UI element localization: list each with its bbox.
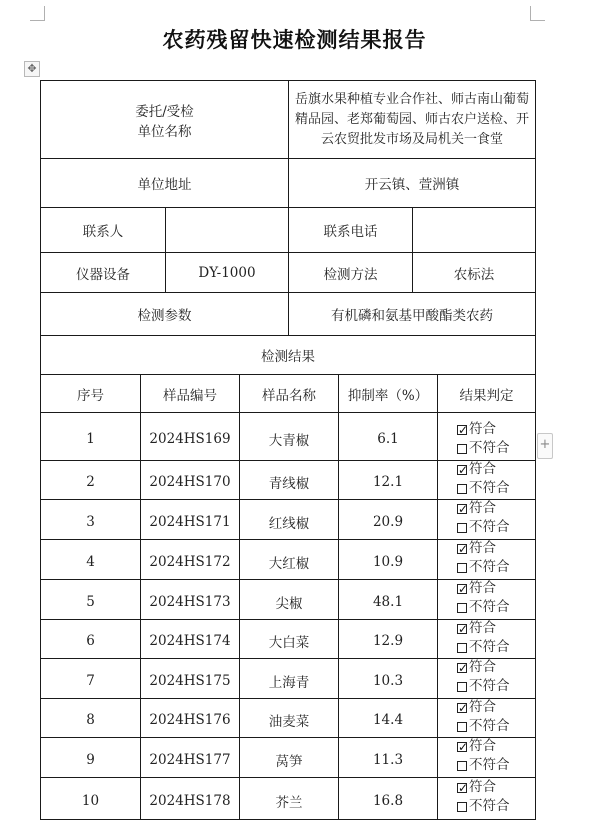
row-no: 1 [86, 430, 95, 447]
option-pass [457, 460, 510, 479]
row-sample-name: 上海青 [268, 674, 310, 691]
option-fail [457, 677, 510, 696]
row-sample-id: 2024HS171 [149, 513, 231, 530]
phone-label: 联系电话 [323, 224, 378, 240]
empty-checkbox-icon[interactable] [457, 802, 467, 812]
empty-checkbox-icon[interactable] [457, 484, 467, 494]
checked-box-icon[interactable] [457, 742, 467, 752]
pass-label: 符合 [469, 779, 496, 795]
row-sample-name: 青线椒 [268, 476, 310, 492]
pass-label: 符合 [469, 461, 496, 477]
contact-label: 联系人 [82, 224, 124, 240]
client-name-label: 委托/受检 单位名称 [135, 103, 194, 140]
checked-box-icon[interactable] [457, 783, 467, 793]
col-header-name: 样品名称 [262, 387, 316, 404]
results-header: 检测结果 [261, 349, 315, 365]
row-no: 7 [86, 672, 95, 689]
pass-label: 符合 [469, 500, 496, 516]
result-judgement [457, 778, 510, 816]
empty-checkbox-icon[interactable] [457, 643, 467, 653]
option-pass [457, 579, 510, 598]
table-move-handle-icon[interactable]: ✥ [24, 61, 40, 77]
option-pass [457, 658, 510, 677]
pass-label: 符合 [469, 738, 496, 754]
row-no: 4 [86, 553, 95, 570]
row-sample-name: 红线椒 [268, 515, 310, 532]
method-value: 农标法 [453, 266, 495, 283]
option-fail [457, 558, 510, 577]
row-sample-name: 大红椒 [268, 555, 310, 572]
result-judgement [457, 420, 510, 458]
row-no: 8 [86, 712, 95, 728]
row-sample-name: 莴笋 [275, 753, 303, 770]
fail-label: 不符合 [469, 639, 510, 655]
phone-value [413, 208, 535, 252]
col-header-sample-id: 样品编号 [163, 387, 217, 404]
checked-box-icon[interactable] [457, 544, 467, 554]
option-fail [457, 598, 510, 617]
checked-box-icon[interactable] [457, 465, 467, 475]
empty-checkbox-icon[interactable] [457, 444, 467, 454]
option-fail [457, 479, 510, 498]
report-title: 农药残留快速检测结果报告 [162, 28, 427, 52]
row-sample-id: 2024HS177 [149, 751, 231, 768]
row-inhibition-rate: 12.1 [372, 474, 404, 490]
row-sample-id: 2024HS172 [149, 553, 231, 570]
option-pass [457, 499, 510, 518]
pass-label: 符合 [469, 540, 496, 556]
pass-label: 符合 [469, 580, 496, 596]
checked-box-icon[interactable] [457, 624, 467, 634]
page-corner-mark-right [530, 6, 545, 21]
page-corner-mark-left [30, 6, 45, 21]
row-sample-id: 2024HS170 [149, 474, 231, 490]
option-fail [457, 797, 510, 816]
fail-label: 不符合 [469, 440, 510, 456]
pass-label: 符合 [469, 421, 496, 437]
row-inhibition-rate: 6.1 [377, 430, 399, 447]
client-name-value: 岳旗水果种植专业合作社、师古南山葡萄精品园、老郑葡萄园、师古农户送检、开云农贸批发市场及局机关一食堂 [294, 91, 529, 147]
row-sample-name: 油麦菜 [268, 714, 310, 730]
address-label: 单位地址 [137, 177, 192, 193]
fail-label: 不符合 [469, 480, 510, 496]
row-no: 10 [81, 792, 100, 809]
row-sample-id: 2024HS176 [149, 712, 231, 728]
row-no: 3 [86, 513, 95, 530]
empty-checkbox-icon[interactable] [457, 603, 467, 613]
equipment-value: DY-1000 [198, 264, 256, 281]
row-sample-name: 芥兰 [275, 794, 303, 811]
row-sample-id: 2024HS175 [149, 672, 231, 689]
row-no: 6 [86, 633, 95, 649]
row-inhibition-rate: 12.9 [372, 633, 404, 649]
result-judgement [457, 579, 510, 617]
empty-checkbox-icon[interactable] [457, 563, 467, 573]
option-pass [457, 698, 510, 717]
fail-label: 不符合 [469, 757, 510, 773]
option-pass [457, 420, 510, 439]
result-judgement [457, 499, 510, 537]
checked-box-icon[interactable] [457, 584, 467, 594]
row-sample-name: 大白菜 [268, 635, 310, 651]
option-fail [457, 756, 510, 775]
result-judgement [457, 698, 510, 736]
row-no: 5 [86, 593, 95, 610]
empty-checkbox-icon[interactable] [457, 722, 467, 732]
row-sample-name: 尖椒 [275, 595, 303, 612]
contact-value [166, 208, 288, 252]
pass-label: 符合 [469, 620, 496, 636]
table-rule [40, 819, 536, 820]
option-fail [457, 717, 510, 736]
fail-label: 不符合 [469, 599, 510, 615]
col-header-rate: 抑制率（%） [347, 387, 429, 404]
pass-label: 符合 [469, 659, 496, 675]
col-header-result: 结果判定 [459, 387, 514, 404]
result-judgement [457, 539, 510, 577]
table-rule [437, 374, 438, 819]
result-judgement [457, 619, 510, 657]
result-judgement [457, 460, 510, 498]
option-fail [457, 439, 510, 458]
option-pass [457, 737, 510, 756]
address-value: 开云镇、萱洲镇 [364, 177, 460, 193]
parameters-value: 有机磷和氨基甲酸酯类农药 [331, 308, 493, 324]
fail-label: 不符合 [469, 798, 510, 814]
row-inhibition-rate: 20.9 [372, 513, 404, 530]
row-sample-id: 2024HS173 [149, 593, 231, 610]
checked-box-icon[interactable] [457, 663, 467, 673]
equipment-label: 仪器设备 [76, 266, 130, 283]
empty-checkbox-icon[interactable] [457, 761, 467, 771]
row-inhibition-rate: 16.8 [372, 792, 404, 809]
row-sample-name: 大青椒 [268, 432, 310, 449]
row-inhibition-rate: 48.1 [372, 593, 404, 610]
col-header-no: 序号 [77, 387, 104, 404]
result-judgement [457, 658, 510, 696]
fail-label: 不符合 [469, 559, 510, 575]
table-rule [535, 80, 536, 819]
option-pass [457, 539, 510, 558]
fail-label: 不符合 [469, 678, 510, 694]
row-inhibition-rate: 11.3 [372, 751, 404, 768]
row-sample-id: 2024HS174 [149, 633, 231, 649]
option-pass [457, 778, 510, 797]
fail-label: 不符合 [469, 519, 510, 535]
row-inhibition-rate: 14.4 [372, 712, 404, 728]
empty-checkbox-icon[interactable] [457, 682, 467, 692]
empty-checkbox-icon[interactable] [457, 523, 467, 533]
row-inhibition-rate: 10.9 [372, 553, 404, 570]
row-inhibition-rate: 10.3 [372, 672, 404, 689]
method-label: 检测方法 [323, 266, 378, 283]
fail-label: 不符合 [469, 718, 510, 734]
checked-box-icon[interactable] [457, 504, 467, 514]
option-fail [457, 638, 510, 657]
option-fail [457, 518, 510, 537]
row-no: 2 [86, 474, 95, 490]
checked-box-icon[interactable] [457, 425, 467, 435]
row-no: 9 [86, 751, 95, 768]
add-row-handle-icon[interactable]: + [537, 433, 553, 459]
option-pass [457, 619, 510, 638]
checked-box-icon[interactable] [457, 703, 467, 713]
result-judgement [457, 737, 510, 775]
parameters-label: 检测参数 [137, 308, 192, 324]
row-sample-id: 2024HS178 [149, 792, 231, 809]
row-sample-id: 2024HS169 [149, 430, 231, 447]
pass-label: 符合 [469, 699, 496, 715]
